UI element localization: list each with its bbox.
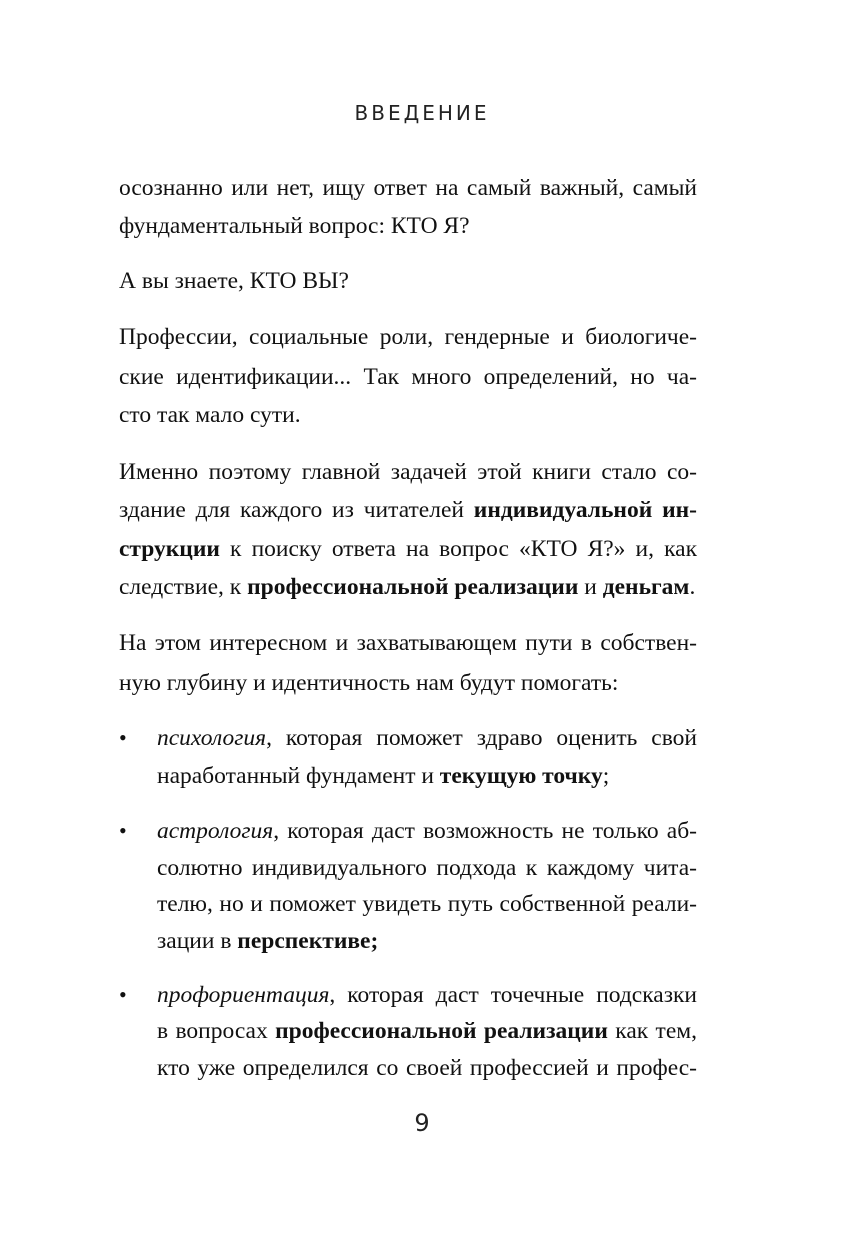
paragraph-line: [119, 572, 697, 602]
paragraph-line: осознанно или нет, ищу ответ на самый важный, самый: [119, 175, 697, 201]
bullet-marker: •: [119, 982, 127, 1007]
bold-run: профессиональной реализации: [275, 1018, 608, 1044]
bold-run: профессиональной реализации: [247, 574, 579, 600]
list-item-line: [157, 816, 697, 846]
list-item-line: телю, но и поможет увидеть путь собственной реали-: [157, 891, 697, 917]
text-run: .: [689, 574, 696, 600]
bold-run: перспективе;: [237, 928, 379, 954]
list-item-line: [157, 926, 697, 956]
text-run: следствие, к: [119, 574, 248, 600]
text-run: и: [578, 574, 603, 600]
text-run: зации в: [157, 928, 238, 954]
chapter-header: ВВЕДЕНИЕ: [354, 101, 490, 125]
list-item-line: [157, 723, 697, 753]
bullet-marker: •: [119, 818, 127, 843]
list-item-line: [157, 1016, 697, 1046]
paragraph-line: [119, 534, 697, 564]
paragraph-line: сто так мало сути.: [119, 402, 301, 428]
bold-run: текущую точку: [439, 763, 603, 789]
paragraph-line: Именно поэтому главной задачей этой книги стало со-: [119, 459, 697, 485]
paragraph-line: А вы знаете, КТО ВЫ?: [119, 268, 349, 294]
text-run: наработанный фундамент и: [157, 763, 440, 789]
text-run: ;: [602, 763, 610, 789]
page-number: 9: [414, 1109, 430, 1137]
bullet-marker: •: [119, 725, 127, 750]
paragraph-line: Профессии, социальные роли, гендерные и биологиче-: [119, 324, 697, 350]
paragraph-line: [119, 495, 697, 525]
bold-run: струкции: [119, 536, 220, 562]
italic-run: профориентация: [157, 982, 330, 1008]
italic-run: астрология: [157, 818, 274, 844]
bold-run: деньгам: [602, 574, 690, 600]
text-run: как тем,: [607, 1018, 697, 1044]
text-run: , которая поможет здраво оценить свой: [266, 725, 697, 751]
text-run: здание для каждого из читателей: [119, 497, 474, 523]
paragraph-line: На этом интересном и захватывающем пути в собствен-: [119, 630, 697, 656]
text-run: к поиску ответа на вопрос «КТО Я?» и, как: [219, 536, 697, 562]
paragraph-line: ские идентификации... Так много определений, но ча-: [119, 364, 697, 390]
text-run: в вопросах: [157, 1018, 276, 1044]
list-item-line: кто уже определился со своей профессией и профес-: [157, 1055, 697, 1081]
paragraph-line: фундаментальный вопрос: КТО Я?: [119, 213, 470, 239]
text-run: , которая даст возможность не только аб-: [273, 818, 697, 844]
bold-run: индивидуальной ин-: [473, 497, 697, 523]
paragraph-line: ную глубину и идентичность нам будут помогать:: [119, 670, 619, 696]
text-run: , которая даст точечные подсказки: [329, 982, 697, 1008]
italic-run: психология: [157, 725, 267, 751]
list-item-line: [157, 980, 697, 1010]
list-item-line: [157, 761, 697, 791]
list-item-line: солютно индивидуального подхода к каждому чита-: [157, 855, 697, 881]
